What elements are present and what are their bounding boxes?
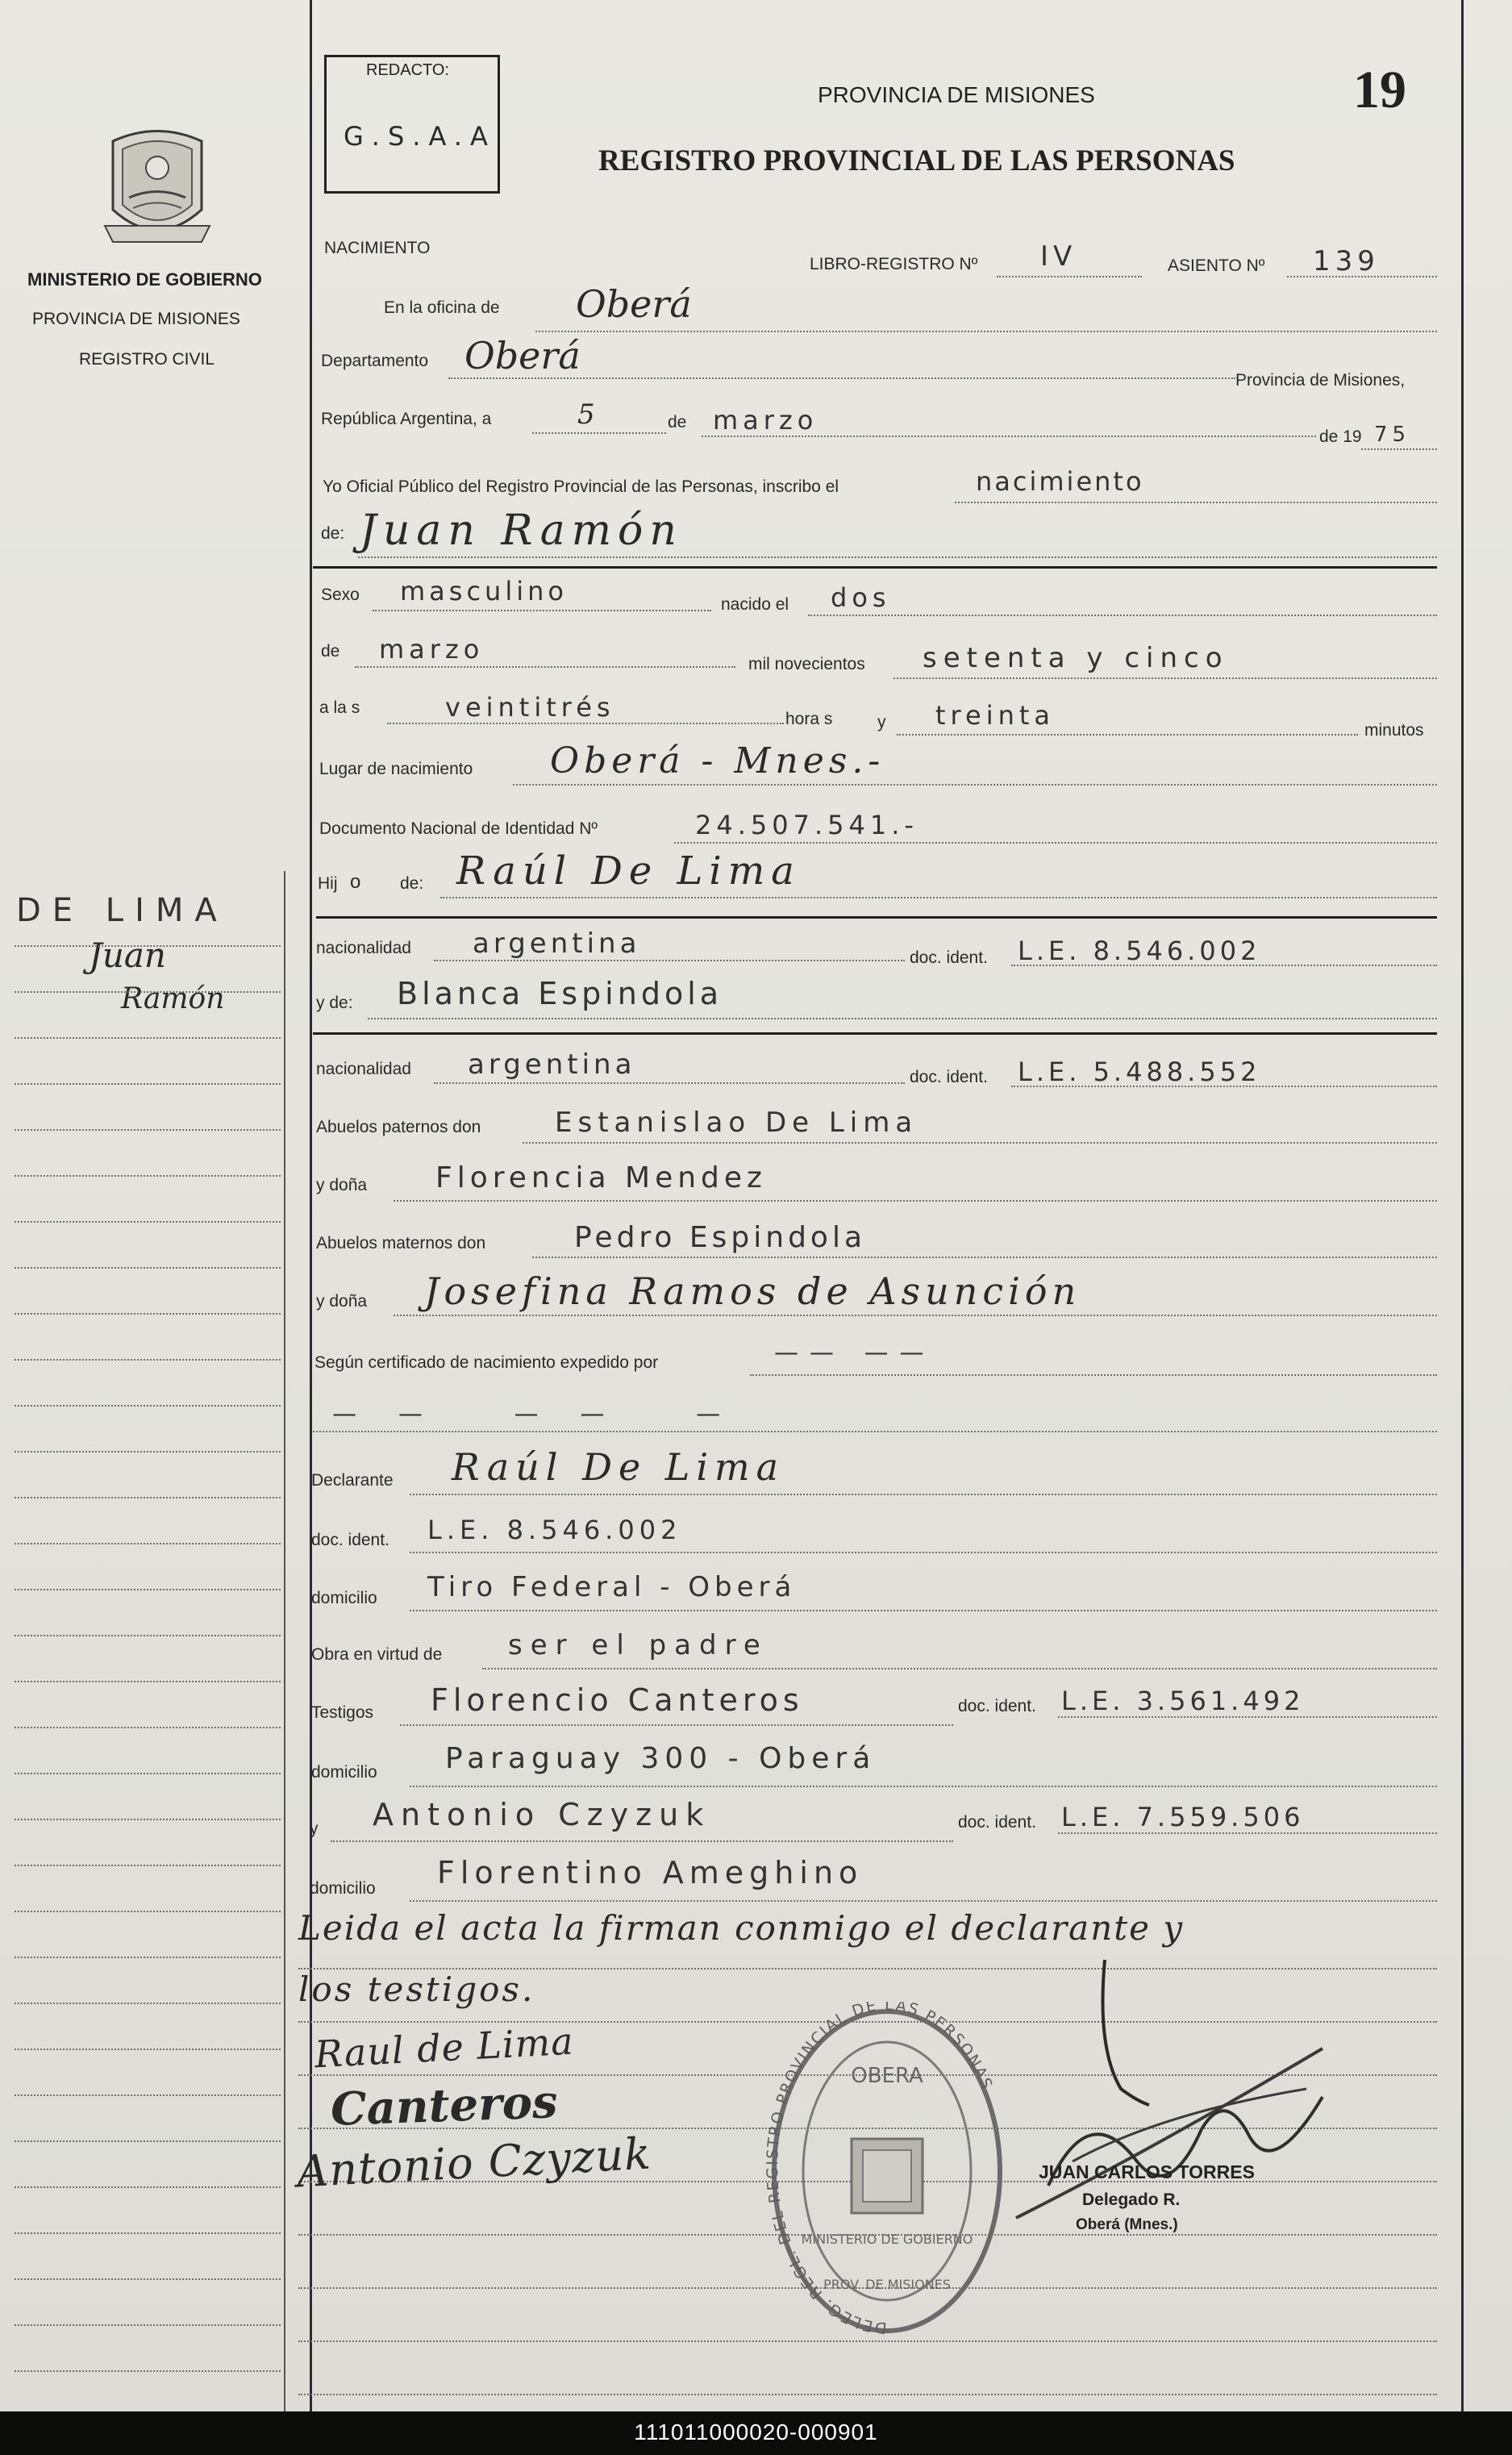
- abuelo-paterno-value: Estanislao De Lima: [555, 1107, 918, 1139]
- stub-line: [15, 2232, 281, 2234]
- acto-field[interactable]: [955, 502, 1437, 503]
- libro-label: LIBRO-REGISTRO Nº: [810, 255, 978, 273]
- departamento-field[interactable]: [448, 377, 1235, 379]
- folio-number: 19: [1353, 60, 1406, 119]
- official-name: JUAN CARLOS TORRES: [1039, 2161, 1255, 2182]
- abuelos-paternos-label: Abuelos paternos don: [316, 1118, 481, 1136]
- stub-line: [15, 2094, 281, 2096]
- departamento-value: Oberá: [464, 334, 581, 377]
- mil-label: mil novecientos: [748, 655, 865, 673]
- testigo2-domicilio-field[interactable]: [410, 1900, 1437, 1902]
- anio-text-field[interactable]: [893, 677, 1437, 679]
- lugar-label: Lugar de nacimiento: [319, 760, 473, 778]
- stamp-bottom-text: PROV. DE MISIONES: [823, 2277, 951, 2292]
- doc-madre-value: L.E. 5.488.552: [1018, 1057, 1261, 1087]
- oficina-field[interactable]: [535, 331, 1437, 332]
- closing-line-1: Leida el acta la firman conmigo el declarante y: [298, 1908, 1185, 1948]
- abuela-paterna-field[interactable]: [394, 1200, 1437, 1202]
- testigo2-doc-field[interactable]: [1058, 1832, 1437, 1834]
- nacionalidad-padre-label: nacionalidad: [316, 939, 411, 957]
- stub-line: [15, 1911, 281, 1912]
- oficial-label: Yo Oficial Público del Registro Provincial de las Personas, inscribo el: [323, 477, 839, 496]
- province-heading: PROVINCIA DE MISIONES: [818, 82, 1095, 107]
- hijo-suffix: o: [350, 871, 361, 893]
- ministry-title: MINISTERIO DE GOBIERNO: [27, 269, 262, 290]
- stub-line: [15, 1727, 281, 1728]
- province-emblem: [97, 121, 218, 250]
- domicilio-declarante-field[interactable]: [410, 1610, 1437, 1611]
- lugar-field[interactable]: [513, 784, 1437, 786]
- libro-value: IV: [1040, 240, 1077, 273]
- testigo1-doc-label: doc. ident.: [958, 1697, 1036, 1715]
- right-margin-rule: [1461, 0, 1464, 2411]
- certificado-label: Según certificado de nacimiento expedido por: [314, 1353, 659, 1372]
- obra-field[interactable]: [482, 1668, 1437, 1669]
- madre-rule: [313, 1032, 1437, 1035]
- stamp-inner-text: MINISTERIO DE GOBIERNO: [801, 2232, 973, 2247]
- abuela-paterna-value: Florencia Mendez: [435, 1161, 767, 1194]
- margin-given-name-1: Juan: [89, 936, 166, 975]
- oficina-label: En la oficina de: [384, 298, 500, 317]
- testigo1-domicilio-label: domicilio: [311, 1763, 377, 1782]
- padre-value: Raúl De Lima: [456, 848, 801, 894]
- departamento-label: Departamento: [321, 352, 429, 370]
- abuelo-paterno-field[interactable]: [523, 1142, 1437, 1144]
- dia-field[interactable]: [532, 432, 666, 434]
- doc-declarante-value: L.E. 8.546.002: [427, 1515, 682, 1545]
- testigo1-domicilio-field[interactable]: [410, 1786, 1437, 1787]
- abuelos-maternos-label: Abuelos maternos don: [316, 1234, 486, 1253]
- signature-declarante: Raul de Lima: [313, 2019, 575, 2077]
- margin-given-name-2: Ramón: [121, 982, 225, 1015]
- testigo2-doc-value: L.E. 7.559.506: [1061, 1802, 1305, 1832]
- testigo1-value: Florencio Canteros: [431, 1682, 804, 1718]
- nacimiento-label: NACIMIENTO: [324, 239, 431, 257]
- stub-line: [15, 1037, 281, 1039]
- anio-text-value: setenta y cinco: [923, 642, 1229, 674]
- anio-value: 75: [1374, 423, 1411, 447]
- redacto-label: REDACTO:: [366, 61, 449, 79]
- stub-line: [15, 2003, 281, 2004]
- ministry-province: PROVINCIA DE MISIONES: [32, 310, 240, 328]
- stub-line: [15, 1819, 281, 1820]
- abuela-materna-value: Josefina Ramos de Asunción: [424, 1269, 1081, 1313]
- certificado-value: —— ——: [774, 1339, 935, 1367]
- nacionalidad-madre-value: argentina: [468, 1048, 636, 1081]
- stub-line: [15, 1589, 281, 1590]
- ministry-registry: REGISTRO CIVIL: [79, 350, 215, 369]
- stub-line: [15, 1543, 281, 1544]
- certificado-value-2: —— —— —: [332, 1400, 763, 1428]
- provincia-suffix: Provincia de Misiones,: [1235, 371, 1406, 390]
- official-stamp: [766, 2002, 1008, 2340]
- stub-line: [15, 945, 281, 947]
- minutos-value: treinta: [935, 700, 1056, 731]
- mes2-field[interactable]: [355, 666, 735, 668]
- domicilio-declarante-value: Tiro Federal - Oberá: [427, 1571, 797, 1603]
- stub-line: [15, 1773, 281, 1774]
- y-label: y: [877, 713, 886, 731]
- padre-rule: [316, 916, 1437, 919]
- official-signature-scrawl: [1040, 2065, 1331, 2210]
- dia-value: 5: [577, 398, 595, 431]
- obra-label: Obra en virtud de: [311, 1645, 443, 1664]
- testigos-label: Testigos: [311, 1703, 374, 1722]
- document-code: 111011000020-000901: [634, 2420, 878, 2445]
- nacionalidad-madre-field[interactable]: [434, 1082, 905, 1084]
- stub-line: [15, 1635, 281, 1636]
- stub-line: [15, 1221, 281, 1223]
- testigo2-field[interactable]: [331, 1840, 953, 1842]
- nacido-label: nacido el: [721, 595, 789, 614]
- stub-line: [15, 1957, 281, 1958]
- official-place: Oberá (Mnes.): [1076, 2216, 1178, 2233]
- footer-bar: [0, 2411, 1512, 2455]
- testigo2-value: Antonio Czyzuk: [373, 1797, 711, 1832]
- abuelo-materno-field[interactable]: [532, 1257, 1437, 1258]
- ruled-line: [298, 2394, 1437, 2395]
- padre-field[interactable]: [440, 897, 1437, 898]
- nacido-value: dos: [831, 582, 891, 613]
- abuela-materna-field[interactable]: [394, 1315, 1437, 1316]
- sexo-label: Sexo: [321, 586, 360, 604]
- testigo1-field[interactable]: [400, 1724, 953, 1726]
- mes-field[interactable]: [702, 436, 1316, 437]
- oficina-value: Oberá: [576, 282, 692, 326]
- minutos-label: minutos: [1364, 721, 1424, 740]
- hijo-de-label: de:: [400, 874, 424, 893]
- y-dona-paterna-label: y doña: [316, 1176, 368, 1194]
- de-label-2: de: [321, 642, 340, 661]
- stub-line: [15, 2049, 281, 2050]
- stub-line: [15, 1083, 281, 1085]
- nombre-field[interactable]: [358, 556, 1437, 558]
- dni-value: 24.507.541.-: [695, 810, 918, 840]
- declarante-field[interactable]: [410, 1494, 1437, 1495]
- stub-line: [15, 1681, 281, 1682]
- anio-label: de 19: [1319, 427, 1362, 446]
- domicilio-declarante-label: domicilio: [311, 1589, 377, 1607]
- testigo2-domicilio-value: Florentino Ameghino: [437, 1855, 864, 1890]
- testigo2-doc-label: doc. ident.: [958, 1813, 1036, 1832]
- testigo1-doc-value: L.E. 3.561.492: [1061, 1686, 1305, 1716]
- abuelo-materno-value: Pedro Espindola: [574, 1221, 867, 1254]
- closing-line-2: los testigos.: [298, 1969, 535, 2009]
- nacionalidad-padre-field[interactable]: [434, 960, 905, 961]
- stub-line: [15, 1359, 281, 1361]
- stub-line: [15, 1175, 281, 1177]
- dni-label: Documento Nacional de Identidad Nº: [319, 819, 598, 838]
- stub-line: [15, 1451, 281, 1453]
- redacto-value: G.S.A.A: [344, 121, 496, 152]
- obra-value: ser el padre: [508, 1629, 768, 1661]
- sexo-field[interactable]: [373, 610, 711, 611]
- anio-field[interactable]: [1361, 448, 1437, 450]
- republica-label: República Argentina, a: [321, 410, 492, 428]
- stub-line: [15, 1405, 281, 1407]
- stub-line: [15, 1313, 281, 1315]
- testigo1-doc-field[interactable]: [1058, 1716, 1437, 1718]
- signature-testigo-2: Antonio Czyzuk: [295, 2128, 653, 2198]
- registry-heading: REGISTRO PROVINCIAL DE LAS PERSONAS: [598, 144, 1235, 177]
- stamp-ring-text: DELEG. REGL. DEL R TRO PROVINCIAL DE LAS PERSONAS: [766, 2002, 997, 2337]
- mes2-value: marzo: [379, 634, 485, 665]
- stub-line: [15, 1129, 281, 1131]
- stub-line: [15, 1497, 281, 1498]
- nacionalidad-padre-value: argentina: [473, 927, 641, 960]
- doc-madre-label: doc. ident.: [910, 1068, 988, 1086]
- asiento-value: 139: [1313, 245, 1380, 277]
- acto-value: nacimiento: [976, 466, 1144, 497]
- asiento-label: ASIENTO Nº: [1168, 256, 1265, 275]
- madre-value: Blanca Espindola: [397, 976, 723, 1011]
- nombre-rule: [313, 566, 1437, 569]
- doc-padre-label: doc. ident.: [910, 948, 988, 967]
- ruled-line: [298, 2340, 1437, 2342]
- y-dona-materna-label: y doña: [316, 1292, 368, 1311]
- stub-line: [15, 2278, 281, 2280]
- stub-line: [15, 2324, 281, 2326]
- hora-label: hora s: [785, 710, 833, 728]
- sexo-value: masculino: [400, 576, 568, 606]
- libro-field[interactable]: [997, 276, 1142, 277]
- doc-padre-value: L.E. 8.546.002: [1018, 936, 1261, 966]
- y-testigo-label: y: [310, 1819, 319, 1838]
- nombre-value: Juan Ramón: [360, 506, 683, 555]
- doc-declarante-field[interactable]: [410, 1552, 1437, 1553]
- declarante-label: Declarante: [311, 1471, 394, 1490]
- testigo2-domicilio-label: domicilio: [310, 1879, 376, 1898]
- nacido-field[interactable]: [808, 615, 1437, 616]
- official-title: Delegado R.: [1082, 2190, 1181, 2209]
- stub-line: [15, 2186, 281, 2188]
- hora-field[interactable]: [387, 723, 784, 724]
- stub-line: [15, 1267, 281, 1269]
- stub-line: [15, 991, 281, 993]
- stamp-city: OBERA: [851, 2064, 923, 2088]
- testigo1-domicilio-value: Paraguay 300 - Oberá: [445, 1742, 877, 1775]
- minutos-field[interactable]: [897, 734, 1358, 736]
- declarante-value: Raúl De Lima: [452, 1445, 785, 1489]
- margin-surname: DE LIMA: [16, 892, 228, 929]
- lugar-value: Oberá - Mnes.-: [550, 740, 885, 782]
- y-de-label: y de:: [316, 994, 353, 1012]
- certificado-field-2[interactable]: [313, 1431, 1437, 1432]
- a-las-label: a la s: [319, 698, 360, 717]
- stub-line: [15, 2140, 281, 2142]
- mes-value: marzo: [713, 405, 818, 436]
- madre-field[interactable]: [368, 1018, 1437, 1019]
- left-margin-rule: [310, 0, 312, 2411]
- stub-line: [15, 1865, 281, 1866]
- hora-value: veintitrés: [445, 692, 615, 723]
- inner-margin-rule: [284, 871, 285, 2411]
- certificado-field[interactable]: [750, 1374, 1437, 1376]
- de-persona-label: de:: [321, 524, 345, 543]
- dni-field[interactable]: [674, 842, 1437, 844]
- signature-testigo-1: Canteros: [329, 2075, 559, 2136]
- de-label-1: de: [668, 413, 687, 431]
- nacionalidad-madre-label: nacionalidad: [316, 1060, 411, 1078]
- doc-declarante-label: doc. ident.: [311, 1531, 389, 1549]
- hijo-label: Hij: [318, 874, 338, 893]
- stub-line: [15, 2370, 281, 2372]
